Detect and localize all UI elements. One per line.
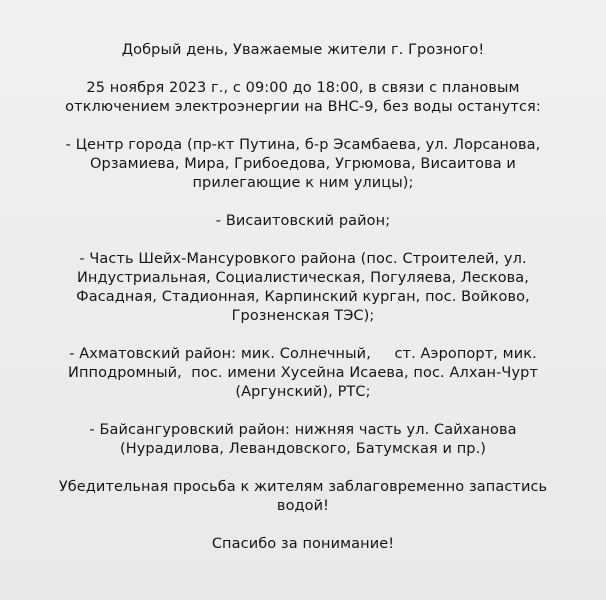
request-paragraph xyxy=(18,478,588,516)
intro-line: отключением электроэнергии на ВНС-9, без воды останутся: xyxy=(65,99,541,115)
area-sheikh-mansurovsky xyxy=(18,250,588,326)
area-line: Грозненская ТЭС); xyxy=(231,308,375,324)
thanks-line: Спасибо за понимание! xyxy=(211,536,395,552)
area-line: Фасадная, Стадионная, Карпинский курган, пос. Войково, xyxy=(76,289,530,305)
area-line: (Аргунский), РТС; xyxy=(235,384,371,400)
request-line: Убедительная просьба к жителям заблаговременно запастись xyxy=(58,479,548,495)
area-line: Индустриальная, Социалистическая, Погуляева, Лескова, xyxy=(76,270,530,286)
intro-paragraph xyxy=(18,79,588,117)
area-line: - Висаитовский район; xyxy=(215,213,391,229)
greeting-line: Добрый день, Уважаемые жители г. Грозного! xyxy=(121,42,485,58)
area-line: прилегающие к ним улицы); xyxy=(192,175,414,191)
greeting xyxy=(18,41,588,60)
intro-line: 25 ноября 2023 г., с 09:00 до 18:00, в связи с плановым xyxy=(86,80,520,96)
area-akhmatovsky xyxy=(18,345,588,402)
thanks-paragraph xyxy=(18,535,588,554)
area-line: - Байсангуровский район: нижняя часть ул. Сайханова xyxy=(89,422,517,438)
area-line: (Нурадилова, Левандовского, Батумская и пр.) xyxy=(119,441,487,457)
area-line: - Ахматовский район: мик. Солнечный, ст. Аэропорт, мик. xyxy=(69,346,537,362)
area-line: Ипподромный, пос. имени Хусейна Исаева, пос. Алхан-Чурт xyxy=(68,365,538,381)
area-visaitovsky xyxy=(18,212,588,231)
area-line: Орзамиева, Мира, Грибоедова, Угрюмова, Висаитова и xyxy=(90,156,516,172)
area-line: - Часть Шейх-Мансуровкого района (пос. Строителей, ул. xyxy=(79,251,527,267)
area-baysangurovsky xyxy=(18,421,588,459)
area-city-center xyxy=(18,136,588,193)
request-line: водой! xyxy=(276,498,330,514)
water-outage-notice xyxy=(18,41,588,573)
area-line: - Центр города (пр-кт Путина, б-р Эсамбаева, ул. Лорсанова, xyxy=(65,137,541,153)
